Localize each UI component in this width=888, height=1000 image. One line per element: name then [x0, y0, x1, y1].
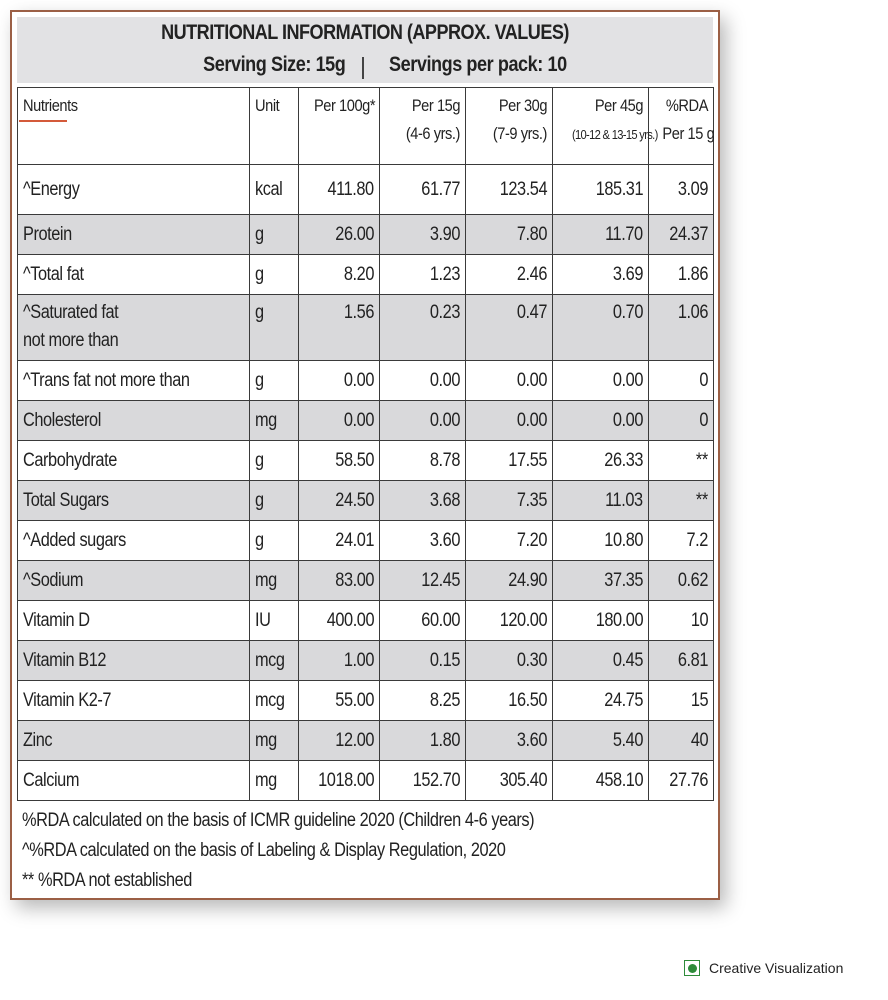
per45g-cell: 185.31	[553, 165, 649, 215]
per30g-cell: 3.60	[466, 721, 553, 761]
unit-cell: mg	[250, 721, 299, 761]
unit-cell: g	[250, 521, 299, 561]
nutrients-underline-mark	[19, 120, 67, 122]
serving-size: Serving Size: 15g	[202, 53, 345, 76]
table-row	[18, 441, 714, 481]
per45g-cell: 24.75	[553, 681, 649, 721]
rda-cell: 6.81	[649, 641, 714, 681]
header-per30g: Per 30g (7-9 yrs.)	[466, 88, 553, 165]
header-nutrients: Nutrients	[18, 88, 250, 165]
nutrient-name: Total Sugars	[18, 481, 250, 521]
header-per15g: Per 15g (4-6 yrs.)	[380, 88, 466, 165]
rda-cell: 27.76	[649, 761, 714, 801]
nutrient-name: Protein	[18, 215, 250, 255]
per15g-cell: 0.15	[380, 641, 466, 681]
table-row	[18, 721, 714, 761]
nutrient-name: Vitamin B12	[18, 641, 250, 681]
per45g-cell: 3.69	[553, 255, 649, 295]
per100g-cell: 58.50	[299, 441, 380, 481]
per45g-cell: 0.00	[553, 361, 649, 401]
table-row	[18, 215, 714, 255]
per45g-cell: 37.35	[553, 561, 649, 601]
per45g-cell: 10.80	[553, 521, 649, 561]
per100g-cell: 1018.00	[299, 761, 380, 801]
per15g-cell: 3.90	[380, 215, 466, 255]
footnote-labeling: ^%RDA calculated on the basis of Labeling & Display Regulation, 2020	[22, 840, 506, 861]
per45g-cell: 0.70	[553, 295, 649, 361]
per100g-cell: 26.00	[299, 215, 380, 255]
per30g-cell: 24.90	[466, 561, 553, 601]
table-row	[18, 401, 714, 441]
table-row	[18, 361, 714, 401]
nutrient-name: Cholesterol	[18, 401, 250, 441]
table-row	[18, 601, 714, 641]
per30g-cell: 123.54	[466, 165, 553, 215]
per15g-cell: 1.23	[380, 255, 466, 295]
unit-cell: kcal	[250, 165, 299, 215]
table-row	[18, 641, 714, 681]
nutrient-name: Vitamin D	[18, 601, 250, 641]
rda-cell: 1.86	[649, 255, 714, 295]
unit-cell: g	[250, 361, 299, 401]
veg-mark-icon	[684, 960, 700, 976]
rda-cell: 3.09	[649, 165, 714, 215]
rda-cell: **	[649, 441, 714, 481]
table-row	[18, 521, 714, 561]
footnote-icmr: %RDA calculated on the basis of ICMR guideline 2020 (Children 4-6 years)	[22, 810, 535, 831]
rda-cell: 15	[649, 681, 714, 721]
nutrient-name: ^Saturated fat not more than	[18, 295, 250, 361]
serving-divider	[362, 57, 364, 79]
per100g-cell: 400.00	[299, 601, 380, 641]
per15g-cell: 0.23	[380, 295, 466, 361]
per45g-cell: 11.70	[553, 215, 649, 255]
unit-cell: mcg	[250, 681, 299, 721]
per100g-cell: 8.20	[299, 255, 380, 295]
rda-cell: 0.62	[649, 561, 714, 601]
unit-cell: g	[250, 441, 299, 481]
rda-cell: 40	[649, 721, 714, 761]
nutrient-name: Carbohydrate	[18, 441, 250, 481]
header-per45g: Per 45g (10-12 & 13-15 yrs.)	[553, 88, 649, 165]
per100g-cell: 0.00	[299, 401, 380, 441]
per30g-cell: 2.46	[466, 255, 553, 295]
per15g-cell: 152.70	[380, 761, 466, 801]
nutrient-name: ^Trans fat not more than	[18, 361, 250, 401]
per100g-cell: 24.50	[299, 481, 380, 521]
table-header-row	[18, 88, 714, 165]
table-row	[18, 761, 714, 801]
per45g-cell: 11.03	[553, 481, 649, 521]
per15g-cell: 3.68	[380, 481, 466, 521]
per100g-cell: 24.01	[299, 521, 380, 561]
per15g-cell: 1.80	[380, 721, 466, 761]
table-row	[18, 561, 714, 601]
per30g-cell: 0.47	[466, 295, 553, 361]
per30g-cell: 7.80	[466, 215, 553, 255]
rda-cell: 24.37	[649, 215, 714, 255]
per30g-cell: 0.00	[466, 361, 553, 401]
per30g-cell: 7.35	[466, 481, 553, 521]
unit-cell: IU	[250, 601, 299, 641]
header-per100g: Per 100g*	[299, 88, 380, 165]
footnotes	[17, 802, 713, 900]
per30g-cell: 17.55	[466, 441, 553, 481]
nutrient-name: Zinc	[18, 721, 250, 761]
per30g-cell: 120.00	[466, 601, 553, 641]
per100g-cell: 0.00	[299, 361, 380, 401]
per30g-cell: 305.40	[466, 761, 553, 801]
nutrient-name: Calcium	[18, 761, 250, 801]
unit-cell: g	[250, 215, 299, 255]
per15g-cell: 12.45	[380, 561, 466, 601]
per45g-cell: 458.10	[553, 761, 649, 801]
table-row	[18, 165, 714, 215]
per15g-cell: 8.78	[380, 441, 466, 481]
table-row	[18, 295, 714, 361]
per45g-cell: 26.33	[553, 441, 649, 481]
rda-cell: 7.2	[649, 521, 714, 561]
per15g-cell: 0.00	[380, 401, 466, 441]
table-row	[18, 681, 714, 721]
label-title: NUTRITIONAL INFORMATION (APPROX. VALUES)	[161, 21, 569, 44]
nutrition-table	[17, 87, 714, 801]
unit-cell: mg	[250, 761, 299, 801]
per30g-cell: 7.20	[466, 521, 553, 561]
per30g-cell: 0.00	[466, 401, 553, 441]
rda-cell: 0	[649, 401, 714, 441]
per30g-cell: 0.30	[466, 641, 553, 681]
per100g-cell: 411.80	[299, 165, 380, 215]
rda-cell: 10	[649, 601, 714, 641]
table-row	[18, 481, 714, 521]
per45g-cell: 0.45	[553, 641, 649, 681]
per15g-cell: 3.60	[380, 521, 466, 561]
per45g-cell: 5.40	[553, 721, 649, 761]
creative-visualization-badge	[684, 958, 843, 978]
title-band	[17, 17, 713, 83]
per45g-cell: 0.00	[553, 401, 649, 441]
rda-cell: **	[649, 481, 714, 521]
unit-cell: g	[250, 481, 299, 521]
nutrient-name: ^Total fat	[18, 255, 250, 295]
per15g-cell: 0.00	[380, 361, 466, 401]
unit-cell: mg	[250, 561, 299, 601]
nutrient-name: ^Added sugars	[18, 521, 250, 561]
nutrient-name: ^Energy	[18, 165, 250, 215]
rda-cell: 1.06	[649, 295, 714, 361]
per30g-cell: 16.50	[466, 681, 553, 721]
servings-per-pack: Servings per pack: 10	[389, 53, 567, 76]
footnote-not-established: ** %RDA not established	[22, 870, 192, 891]
rda-cell: 0	[649, 361, 714, 401]
unit-cell: g	[250, 295, 299, 361]
per100g-cell: 55.00	[299, 681, 380, 721]
unit-cell: g	[250, 255, 299, 295]
per100g-cell: 83.00	[299, 561, 380, 601]
unit-cell: mg	[250, 401, 299, 441]
per100g-cell: 12.00	[299, 721, 380, 761]
header-rda: %RDA Per 15 g	[649, 88, 714, 165]
per15g-cell: 8.25	[380, 681, 466, 721]
per100g-cell: 1.56	[299, 295, 380, 361]
badge-label: Creative Visualization	[709, 960, 844, 976]
unit-cell: mcg	[250, 641, 299, 681]
table-row	[18, 255, 714, 295]
serving-row	[17, 53, 713, 83]
header-unit: Unit	[250, 88, 299, 165]
nutrition-label	[10, 10, 720, 900]
nutrient-name: Vitamin K2-7	[18, 681, 250, 721]
per15g-cell: 60.00	[380, 601, 466, 641]
per15g-cell: 61.77	[380, 165, 466, 215]
per100g-cell: 1.00	[299, 641, 380, 681]
nutrient-name: ^Sodium	[18, 561, 250, 601]
per45g-cell: 180.00	[553, 601, 649, 641]
